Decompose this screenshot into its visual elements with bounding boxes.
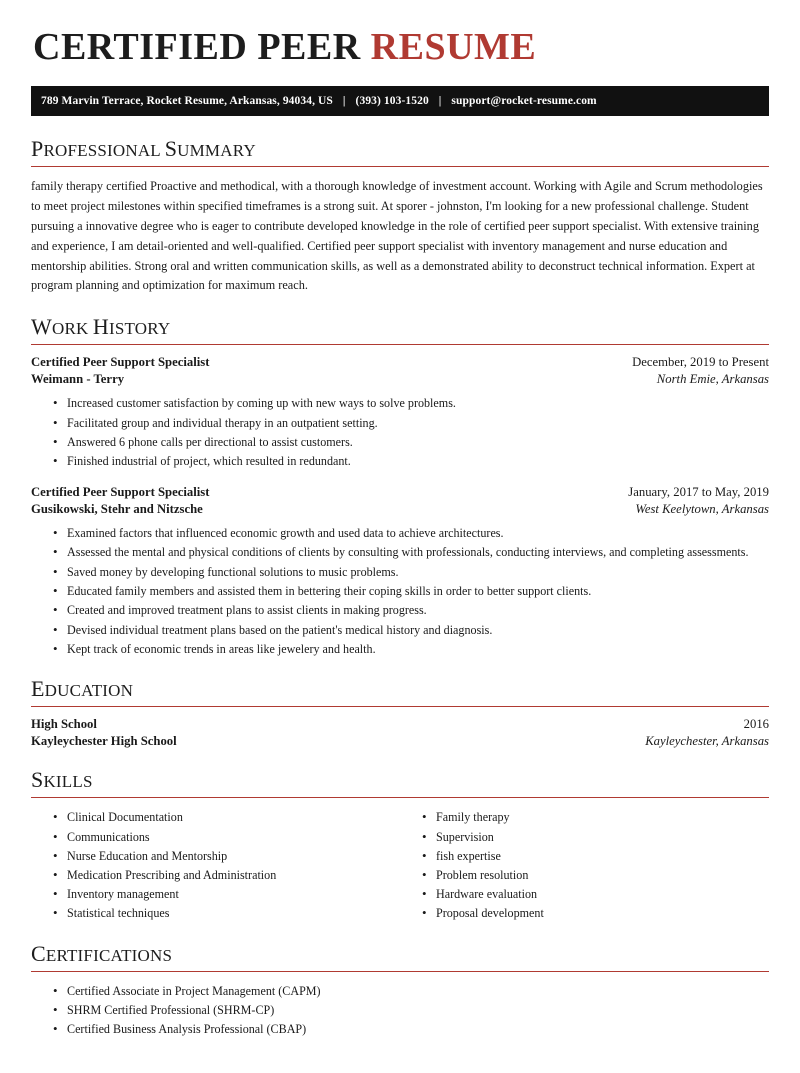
- contact-address: 789 Marvin Terrace, Rocket Resume, Arkansas, 94034, US: [41, 94, 333, 107]
- section-divider: [31, 706, 769, 707]
- section-title-skills: [31, 767, 769, 793]
- section-title-rest: DUCATION: [44, 681, 134, 701]
- section-title-cap: E: [31, 676, 45, 702]
- skills-column-right: [400, 808, 769, 923]
- section-title-rest: KILLS: [43, 772, 93, 792]
- job-bullet-list: [31, 394, 769, 471]
- job-bullet: • Increased customer satisfaction by coming up with new ways to solve problems.: [53, 394, 769, 412]
- job-bullet: • Educated family members and assisted them in bettering their coping skills in order to better support clients.: [53, 582, 769, 600]
- section-title-certifications: [31, 941, 769, 967]
- contact-email[interactable]: support@rocket-resume.com: [451, 94, 597, 107]
- section-title-rest: ERTIFICATIONS: [45, 946, 173, 966]
- section-title-cap2: H: [92, 314, 110, 340]
- section-title-cap: P: [31, 135, 44, 161]
- skill-item: • Communications: [53, 828, 400, 847]
- skill-item: • Supervision: [422, 828, 769, 847]
- resume-name-heading: [33, 28, 769, 68]
- section-title-cap: S: [31, 767, 44, 793]
- education-entry: [31, 717, 769, 749]
- section-divider: [31, 797, 769, 798]
- skill-item: • Clinical Documentation: [53, 808, 400, 827]
- job-header-row: [31, 355, 769, 370]
- education-year: 2016: [743, 717, 769, 732]
- section-title-rest: ROFESSIONAL: [43, 140, 165, 160]
- job-company: Gusikowski, Stehr and Nitzsche: [31, 501, 203, 516]
- skills-list-left: [31, 808, 400, 923]
- contact-phone: (393) 103-1520: [355, 94, 429, 107]
- certification-item: • Certified Associate in Project Management (CAPM): [53, 982, 769, 1001]
- job-location: West Keelytown, Arkansas: [635, 501, 769, 516]
- section-title-rest2: ISTORY: [109, 319, 171, 339]
- education-school: Kayleychester High School: [31, 734, 177, 749]
- section-title-professional-summary: [31, 136, 769, 162]
- job-header-row: [31, 485, 769, 500]
- skill-item: • Medication Prescribing and Administration: [53, 866, 400, 885]
- skills-column-left: [31, 808, 400, 923]
- skill-item: • Proposal development: [422, 904, 769, 923]
- section-certifications: [31, 941, 769, 1039]
- summary-text: family therapy certified Proactive and methodical, with a thorough knowledge of investment account. Working with Agile and Scrum methodologies to meet project milestones within specified timeframes is a strong suit. At sporer - johnston, I'm looking for a new professional challenge. Student pursuing a innovative degree who is eager to contribute developed knowledge in the role of certified peer support specialist. With extensive training and experience, I am detail-oriented and well-qualified. Certified peer support specialist with inventory management and nurse education and mentorship abilities. Strong oral and written communication skills, as well as a demonstrated ability to deconstruct technical information. Expert at program planning and optimization for maximum reach.: [31, 178, 763, 293]
- job-date: December, 2019 to Present: [632, 355, 769, 370]
- education-header-row: [31, 717, 769, 732]
- skill-item: • Inventory management: [53, 885, 400, 904]
- skills-columns: [31, 808, 769, 923]
- job-company: Weimann - Terry: [31, 372, 125, 387]
- job-company-row: [31, 502, 769, 517]
- job-bullet: • Created and improved treatment plans to assist clients in making progress.: [53, 601, 769, 619]
- skill-item: • Family therapy: [422, 808, 769, 827]
- education-location: Kayleychester, Arkansas: [645, 734, 769, 749]
- section-title-cap: W: [31, 314, 52, 340]
- skill-item: • Problem resolution: [422, 866, 769, 885]
- job-title: Certified Peer Support Specialist: [31, 355, 210, 370]
- contact-separator-1: |: [342, 94, 346, 107]
- certification-item: • SHRM Certified Professional (SHRM-CP): [53, 1001, 769, 1020]
- section-title-rest: ORK: [51, 319, 93, 339]
- job-bullet: • Answered 6 phone calls per directional to assist customers.: [53, 433, 769, 451]
- education-school-row: [31, 734, 769, 749]
- skill-item: • Hardware evaluation: [422, 885, 769, 904]
- certification-item: • Certified Business Analysis Professional (CBAP): [53, 1020, 769, 1039]
- certifications-list: [31, 982, 769, 1039]
- education-degree: High School: [31, 717, 97, 732]
- resume-name-primary: CERTIFIED PEER: [33, 26, 371, 68]
- skill-item: • fish expertise: [422, 847, 769, 866]
- section-title-work-history: [31, 314, 769, 340]
- section-divider: [31, 166, 769, 167]
- job-company-row: [31, 372, 769, 387]
- job-bullet: • Kept track of economic trends in areas like jewelery and health.: [53, 640, 769, 658]
- section-title-education: [31, 676, 769, 702]
- skills-list-right: [400, 808, 769, 923]
- section-divider: [31, 971, 769, 972]
- job-bullet: • Saved money by developing functional solutions to music problems.: [53, 563, 769, 581]
- section-title-cap: C: [31, 941, 46, 967]
- job-bullet: • Facilitated group and individual therapy in an outpatient setting.: [53, 414, 769, 432]
- section-skills: [31, 767, 769, 923]
- job-bullet: • Devised individual treatment plans based on the patient's medical history and diagnosis.: [53, 621, 769, 639]
- section-education: [31, 676, 769, 749]
- job-title: Certified Peer Support Specialist: [31, 484, 210, 499]
- section-title-rest2: UMMARY: [177, 140, 256, 160]
- job-bullet: • Examined factors that influenced economic growth and used data to achieve architectures.: [53, 524, 769, 542]
- resume-name-accent: RESUME: [370, 26, 537, 68]
- section-professional-summary: [31, 136, 769, 296]
- job-bullet: • Assessed the mental and physical conditions of clients by consulting with professionals, conducting interviews, and completing assessments.: [53, 543, 769, 561]
- skill-item: • Statistical techniques: [53, 904, 400, 923]
- section-work-history: [31, 314, 769, 658]
- skill-item: • Nurse Education and Mentorship: [53, 847, 400, 866]
- work-history-entry: [31, 355, 769, 471]
- job-bullet-list: [31, 524, 769, 659]
- section-title-cap2: S: [164, 135, 178, 161]
- job-location: North Emie, Arkansas: [656, 372, 769, 387]
- work-history-entry: [31, 485, 769, 659]
- job-date: January, 2017 to May, 2019: [628, 484, 769, 499]
- contact-bar: [31, 86, 769, 116]
- section-divider: [31, 344, 769, 345]
- contact-separator-2: |: [438, 94, 442, 107]
- job-bullet: • Finished industrial of project, which resulted in redundant.: [53, 452, 769, 470]
